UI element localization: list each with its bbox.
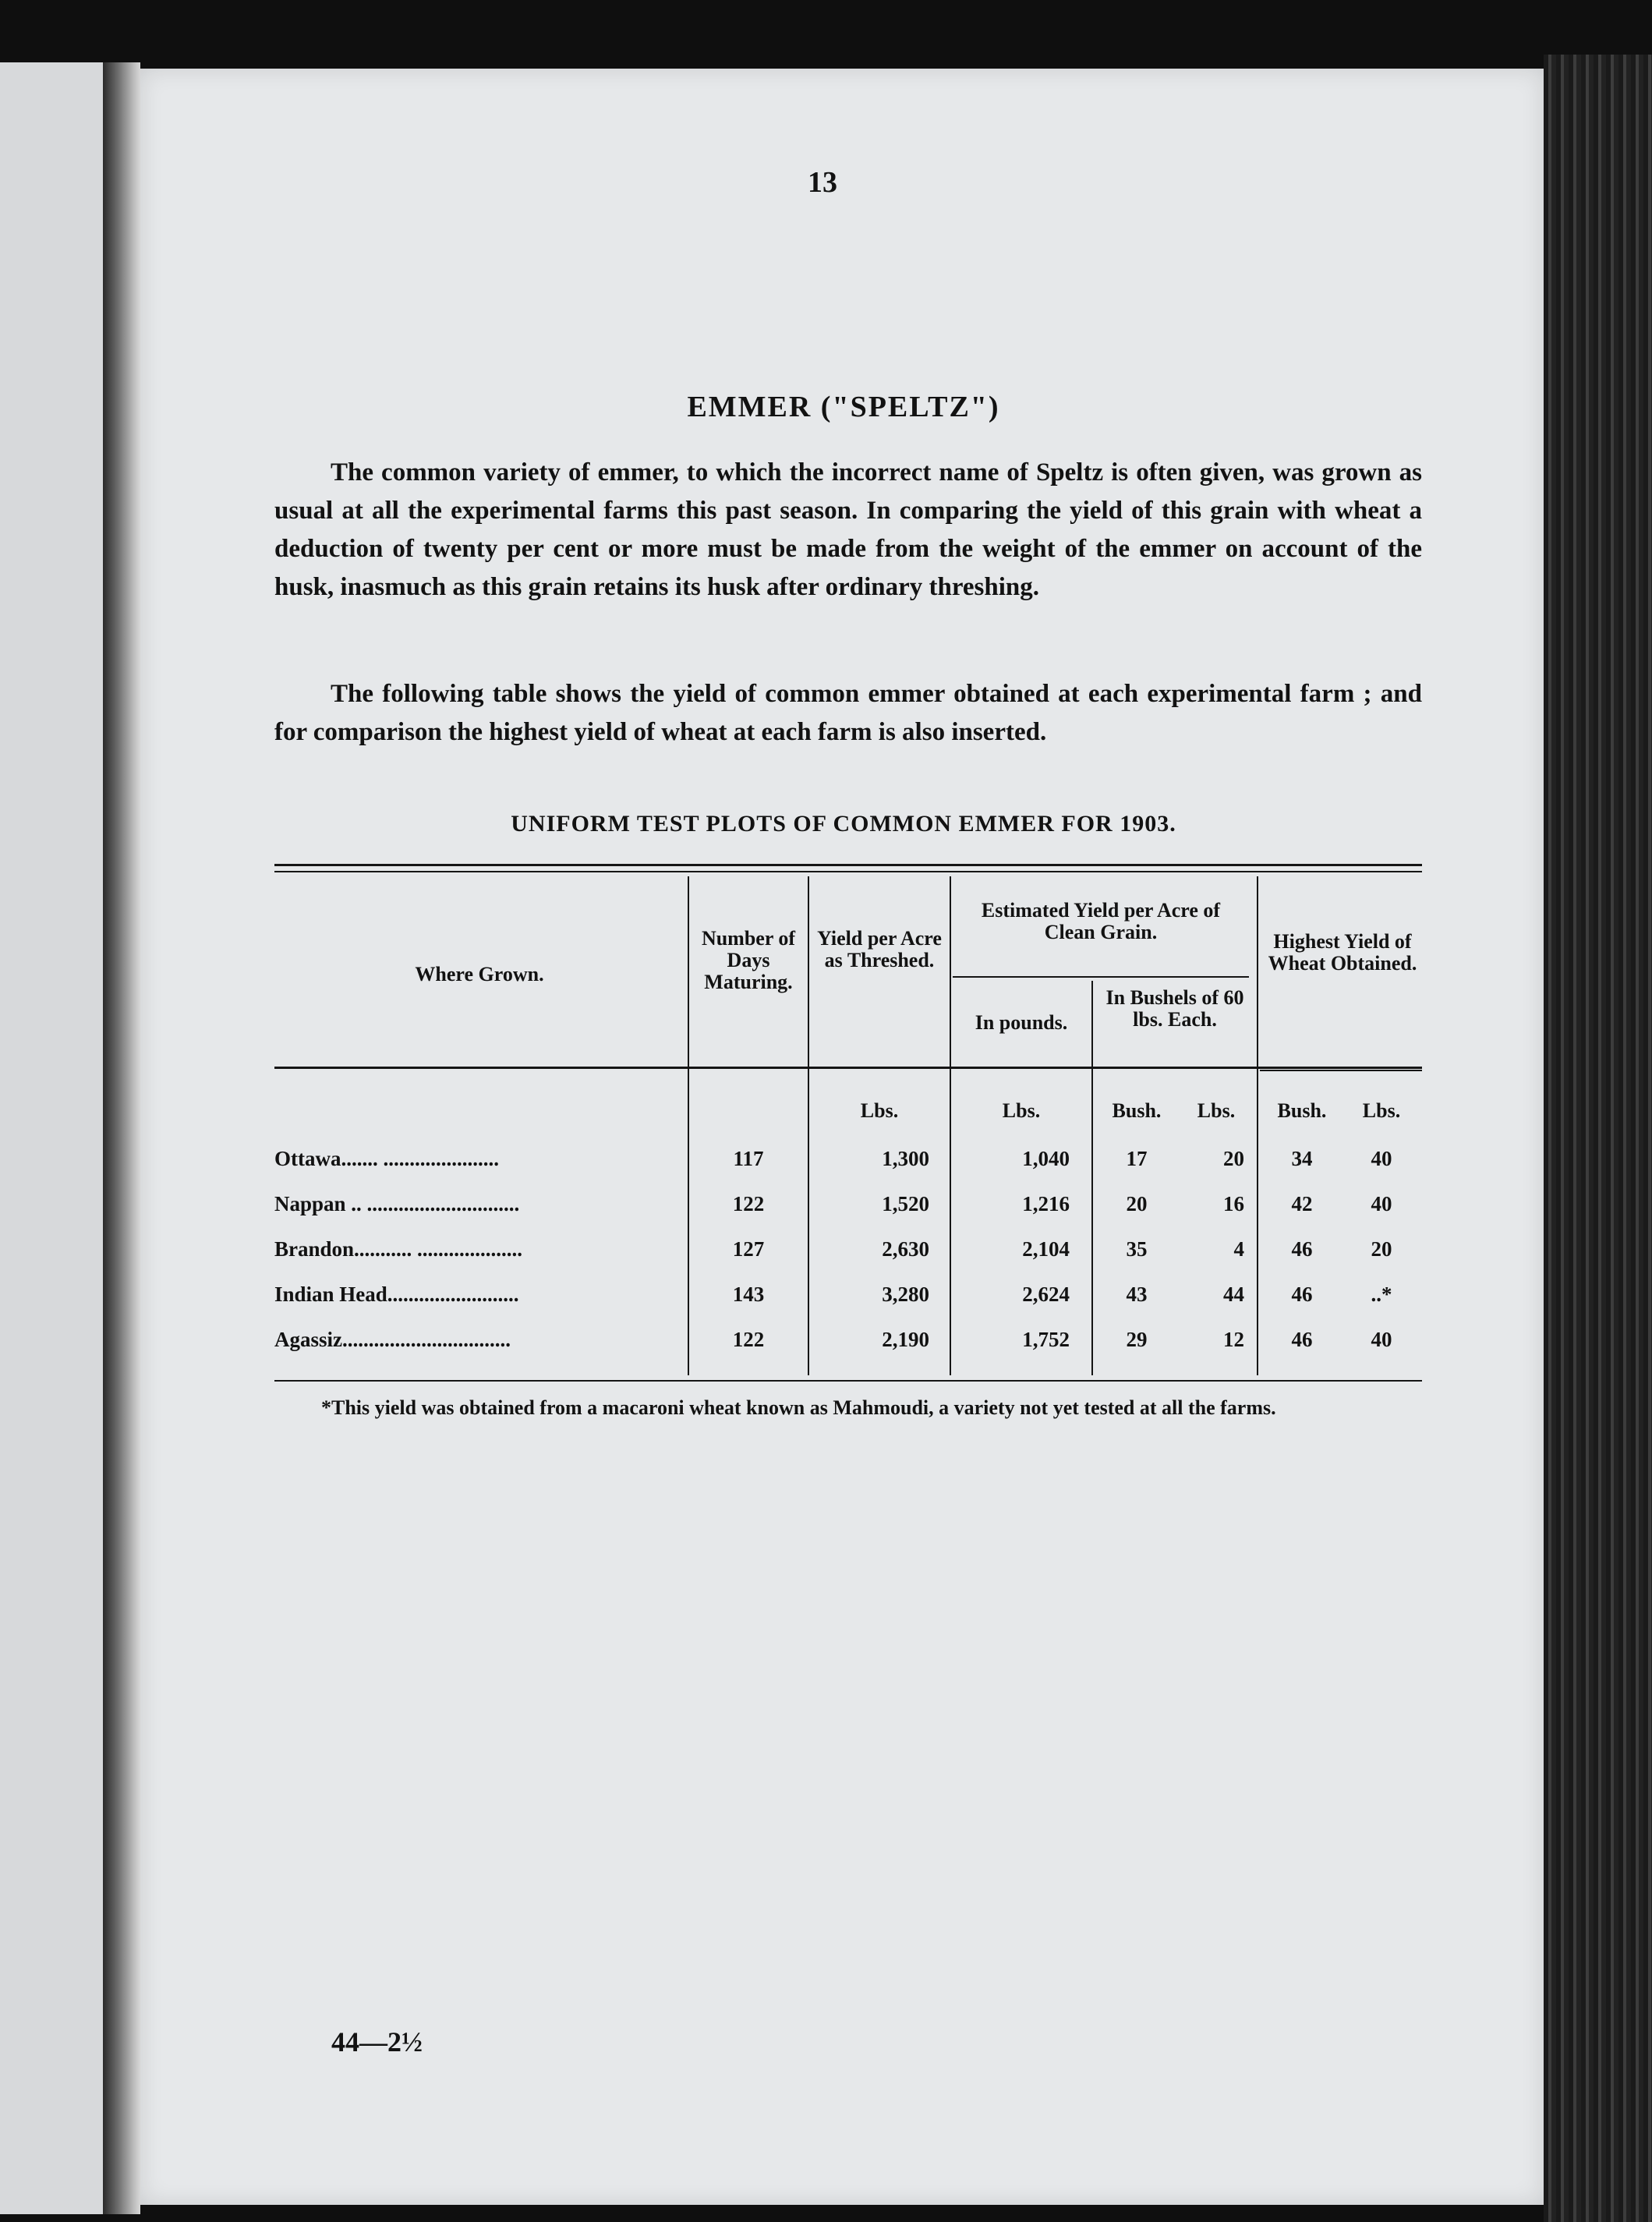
cell-threshed: 2,630 xyxy=(882,1237,929,1261)
unit-bushels: Bush. xyxy=(1112,1099,1162,1122)
table-title: UNIFORM TEST PLOTS OF COMMON EMMER FOR 1903. xyxy=(511,811,1176,837)
table-row xyxy=(274,1318,1422,1361)
cell-threshed: 2,190 xyxy=(882,1328,929,1351)
table-row xyxy=(274,1182,1422,1226)
unit-threshed: Lbs. xyxy=(860,1099,899,1122)
cell-wheat-lbs: 40 xyxy=(1371,1328,1392,1351)
cell-wheat-bushels: 46 xyxy=(1291,1283,1313,1306)
unit-wheat-lbs: Lbs. xyxy=(1362,1099,1401,1122)
header-bottom-rule xyxy=(274,1067,1422,1069)
cell-place: Ottawa....... ...................... xyxy=(274,1147,499,1170)
cell-wheat-bushels: 46 xyxy=(1291,1237,1313,1261)
cell-days: 117 xyxy=(733,1147,764,1170)
estimated-subheader-rule xyxy=(953,976,1249,978)
cell-pounds: 1,216 xyxy=(1022,1192,1070,1215)
cell-bushels: 43 xyxy=(1126,1283,1148,1306)
cell-pounds: 1,752 xyxy=(1022,1328,1070,1351)
table-top-rule-thin xyxy=(274,871,1422,872)
cell-bushels: 17 xyxy=(1126,1147,1148,1170)
header-highest-wheat-yield: Highest Yield of Wheat Obtained. xyxy=(1268,930,1417,975)
header-in-pounds: In pounds. xyxy=(975,1011,1068,1034)
cell-wheat-lbs: ..* xyxy=(1371,1283,1392,1306)
table-row xyxy=(274,1227,1422,1271)
unit-wheat-bushels: Bush. xyxy=(1277,1099,1327,1122)
cell-threshed: 1,300 xyxy=(882,1147,929,1170)
cell-place: Brandon........... .................... xyxy=(274,1237,523,1261)
header-yield-threshed: Yield per Acre as Threshed. xyxy=(817,927,942,971)
paragraph-intro: The common variety of emmer, to which the incorrect name of Speltz is often given, was grown as usual at all the experimental farms this past season. In comparing the yield of this grain with wheat a deduction of twenty per cent or more must be made from the weight of the emmer on account of the husk, inasmuch as this grain retains its husk after ordinary threshing. xyxy=(274,458,1422,601)
page-stack-edge xyxy=(1544,55,1652,2222)
cell-pounds: 1,040 xyxy=(1022,1147,1070,1170)
page-number: 13 xyxy=(808,166,837,199)
cell-days: 127 xyxy=(732,1237,765,1261)
cell-wheat-bushels: 46 xyxy=(1291,1328,1313,1351)
cell-place: Agassiz................................ xyxy=(274,1328,511,1351)
header-days-maturing: Number of Days Maturing. xyxy=(701,927,796,993)
table-footnote: *This yield was obtained from a macaroni wheat known as Mahmoudi, a variety not yet tested at all the farms. xyxy=(321,1396,1276,1419)
cell-wheat-lbs: 40 xyxy=(1371,1147,1392,1170)
cell-pounds: 2,624 xyxy=(1022,1283,1070,1306)
cell-threshed: 3,280 xyxy=(882,1283,929,1306)
header-in-bushels: In Bushels of 60 lbs. Each. xyxy=(1105,986,1244,1031)
cell-wheat-lbs: 40 xyxy=(1371,1192,1392,1215)
cell-wheat-bushels: 34 xyxy=(1291,1147,1313,1170)
unit-pounds: Lbs. xyxy=(1002,1099,1041,1122)
table-top-rule xyxy=(274,864,1422,866)
facing-page-edge xyxy=(0,62,103,2214)
printer-signature-mark: 44—2½ xyxy=(331,2026,423,2057)
cell-lbs: 16 xyxy=(1223,1192,1244,1215)
cell-lbs: 4 xyxy=(1233,1237,1244,1261)
paragraph-table-intro: The following table shows the yield of common emmer obtained at each experimental farm ; and for comparison the highest yield of wheat at each farm is also inserted. xyxy=(274,680,1422,746)
header-estimated-yield: Estimated Yield per Acre of Clean Grain. xyxy=(981,899,1221,943)
cell-bushels: 29 xyxy=(1126,1328,1148,1351)
table-row xyxy=(274,1272,1422,1316)
cell-lbs: 20 xyxy=(1223,1147,1244,1170)
cell-pounds: 2,104 xyxy=(1022,1237,1070,1261)
table-bottom-rule xyxy=(274,1380,1422,1382)
cell-place: Indian Head......................... xyxy=(274,1283,519,1306)
cell-days: 122 xyxy=(732,1192,765,1215)
cell-days: 122 xyxy=(732,1328,765,1351)
book-spine-shadow xyxy=(103,62,140,2214)
cell-lbs: 44 xyxy=(1223,1283,1244,1306)
wheat-subheader-rule xyxy=(1260,1070,1422,1071)
table-row xyxy=(274,1137,1422,1180)
section-heading: EMMER ("SPELTZ") xyxy=(687,391,1000,423)
cell-days: 143 xyxy=(732,1283,765,1306)
cell-place: Nappan .. ............................. xyxy=(274,1192,520,1215)
cell-wheat-bushels: 42 xyxy=(1291,1192,1313,1215)
cell-threshed: 1,520 xyxy=(882,1192,929,1215)
cell-bushels: 35 xyxy=(1126,1237,1148,1261)
cell-bushels: 20 xyxy=(1126,1192,1148,1215)
unit-lbs: Lbs. xyxy=(1197,1099,1236,1122)
header-where-grown: Where Grown. xyxy=(415,963,544,985)
cell-lbs: 12 xyxy=(1223,1328,1244,1351)
cell-wheat-lbs: 20 xyxy=(1371,1237,1392,1261)
